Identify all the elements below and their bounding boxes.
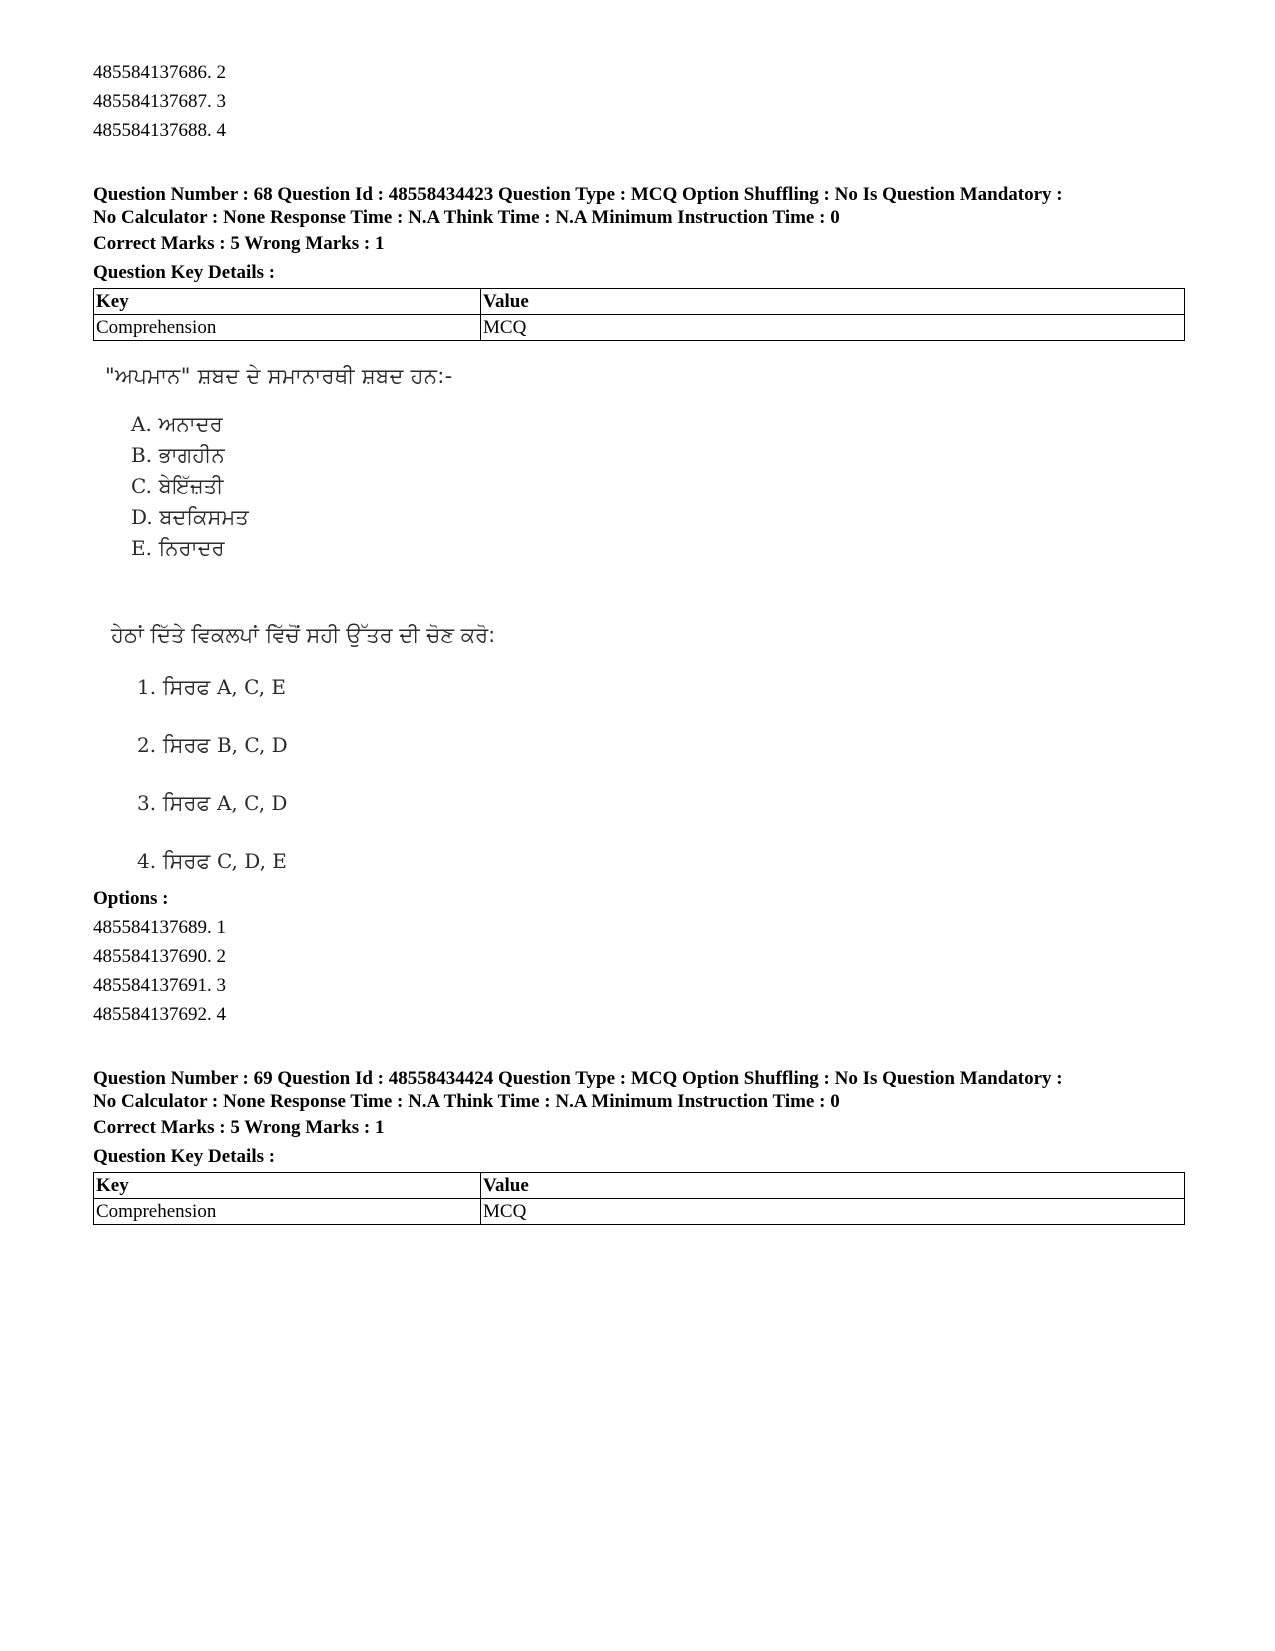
document-page <box>93 58 1183 1225</box>
choice-letters: B, C, D <box>216 733 288 757</box>
question-header-line-2: No Calculator : None Response Time : N.A Think Time : N.A Minimum Instruction Time : 0 <box>93 1091 840 1112</box>
table-cell-value: MCQ <box>481 315 1185 341</box>
question-key-table <box>93 288 1185 341</box>
question-instruction: ਹੇਠਾਂ ਦਿੱਤੇ ਵਿਕਲਪਾਂ ਵਿੱਚੋਂ ਸਹੀ ਉੱਤਰ ਦੀ ਚੋਣ ਕਰੋ: <box>111 623 496 647</box>
question-item <box>131 409 605 440</box>
table-header-row <box>94 1173 1185 1199</box>
choice-number: 2. <box>137 733 157 757</box>
choice-number: 1. <box>137 675 157 699</box>
question-marks: Correct Marks : 5 Wrong Marks : 1 <box>93 1117 385 1138</box>
table-cell-key: Comprehension <box>94 315 481 341</box>
question-key-details-label: Question Key Details : <box>93 1146 276 1167</box>
option-line: 485584137688. 4 <box>93 120 226 141</box>
question-items-list <box>131 409 605 564</box>
item-text: ਬੇਇੱਜ਼ਤੀ <box>158 474 224 498</box>
option-line: 485584137692. 4 <box>93 1004 226 1025</box>
question-header-line-2: No Calculator : None Response Time : N.A Think Time : N.A Minimum Instruction Time : 0 <box>93 207 840 228</box>
option-line: 485584137687. 3 <box>93 91 226 112</box>
choice-letters: A, C, E <box>216 675 287 699</box>
table-header-value: Value <box>481 289 1185 315</box>
item-text: ਨਿਰਾਦਰ <box>158 536 225 560</box>
question-item <box>131 440 605 471</box>
question-choice <box>137 670 605 704</box>
question-68-block <box>93 183 1183 1029</box>
option-line: 485584137691. 3 <box>93 975 226 996</box>
item-letter: E. <box>131 536 152 560</box>
question-choice <box>137 786 605 820</box>
table-row <box>94 315 1185 341</box>
table-cell-value: MCQ <box>481 1199 1185 1225</box>
choice-letters: C, D, E <box>216 849 287 873</box>
table-header-row <box>94 289 1185 315</box>
options-label: Options : <box>93 888 169 909</box>
table-header-value: Value <box>481 1173 1185 1199</box>
item-text: ਭਾਗਹੀਨ <box>158 443 225 467</box>
question-stem: "ਅਪਮਾਨ" ਸ਼ਬਦ ਦੇ ਸਮਾਨਾਰਥੀ ਸ਼ਬਦ ਹਨ:- <box>105 364 453 388</box>
question-image <box>105 359 605 878</box>
question-header-line-1: Question Number : 68 Question Id : 48558434423 Question Type : MCQ Option Shuffling : No Is Question Mandatory : <box>93 184 1063 205</box>
choice-word: ਸਿਰਫ <box>162 733 211 757</box>
choice-word: ਸਿਰਫ <box>162 849 211 873</box>
choice-number: 3. <box>137 791 157 815</box>
table-header-key: Key <box>94 1173 481 1199</box>
item-text: ਅਨਾਦਰ <box>158 412 223 436</box>
item-letter: C. <box>131 474 152 498</box>
question-item <box>131 502 605 533</box>
question-choices-list <box>137 670 605 878</box>
options-list <box>93 913 1183 1029</box>
option-line: 485584137690. 2 <box>93 946 226 967</box>
question-item <box>131 471 605 502</box>
previous-options-list <box>93 58 1183 145</box>
option-line: 485584137689. 1 <box>93 917 226 938</box>
choice-letters: A, C, D <box>216 791 288 815</box>
item-text: ਬਦਕਿਸਮਤ <box>159 505 249 529</box>
choice-number: 4. <box>137 849 157 873</box>
item-letter: D. <box>131 505 153 529</box>
question-header-line-1: Question Number : 69 Question Id : 48558434424 Question Type : MCQ Option Shuffling : No Is Question Mandatory : <box>93 1068 1063 1089</box>
question-choice <box>137 844 605 878</box>
item-letter: A. <box>131 412 152 436</box>
question-item <box>131 533 605 564</box>
item-letter: B. <box>131 443 153 467</box>
option-line: 485584137686. 2 <box>93 62 226 83</box>
question-key-details-label: Question Key Details : <box>93 262 276 283</box>
choice-word: ਸਿਰਫ <box>162 791 211 815</box>
choice-word: ਸਿਰਫ <box>162 675 211 699</box>
table-header-key: Key <box>94 289 481 315</box>
question-69-block <box>93 1067 1183 1225</box>
question-key-table <box>93 1172 1185 1225</box>
question-marks: Correct Marks : 5 Wrong Marks : 1 <box>93 233 385 254</box>
question-choice <box>137 728 605 762</box>
table-row <box>94 1199 1185 1225</box>
table-cell-key: Comprehension <box>94 1199 481 1225</box>
